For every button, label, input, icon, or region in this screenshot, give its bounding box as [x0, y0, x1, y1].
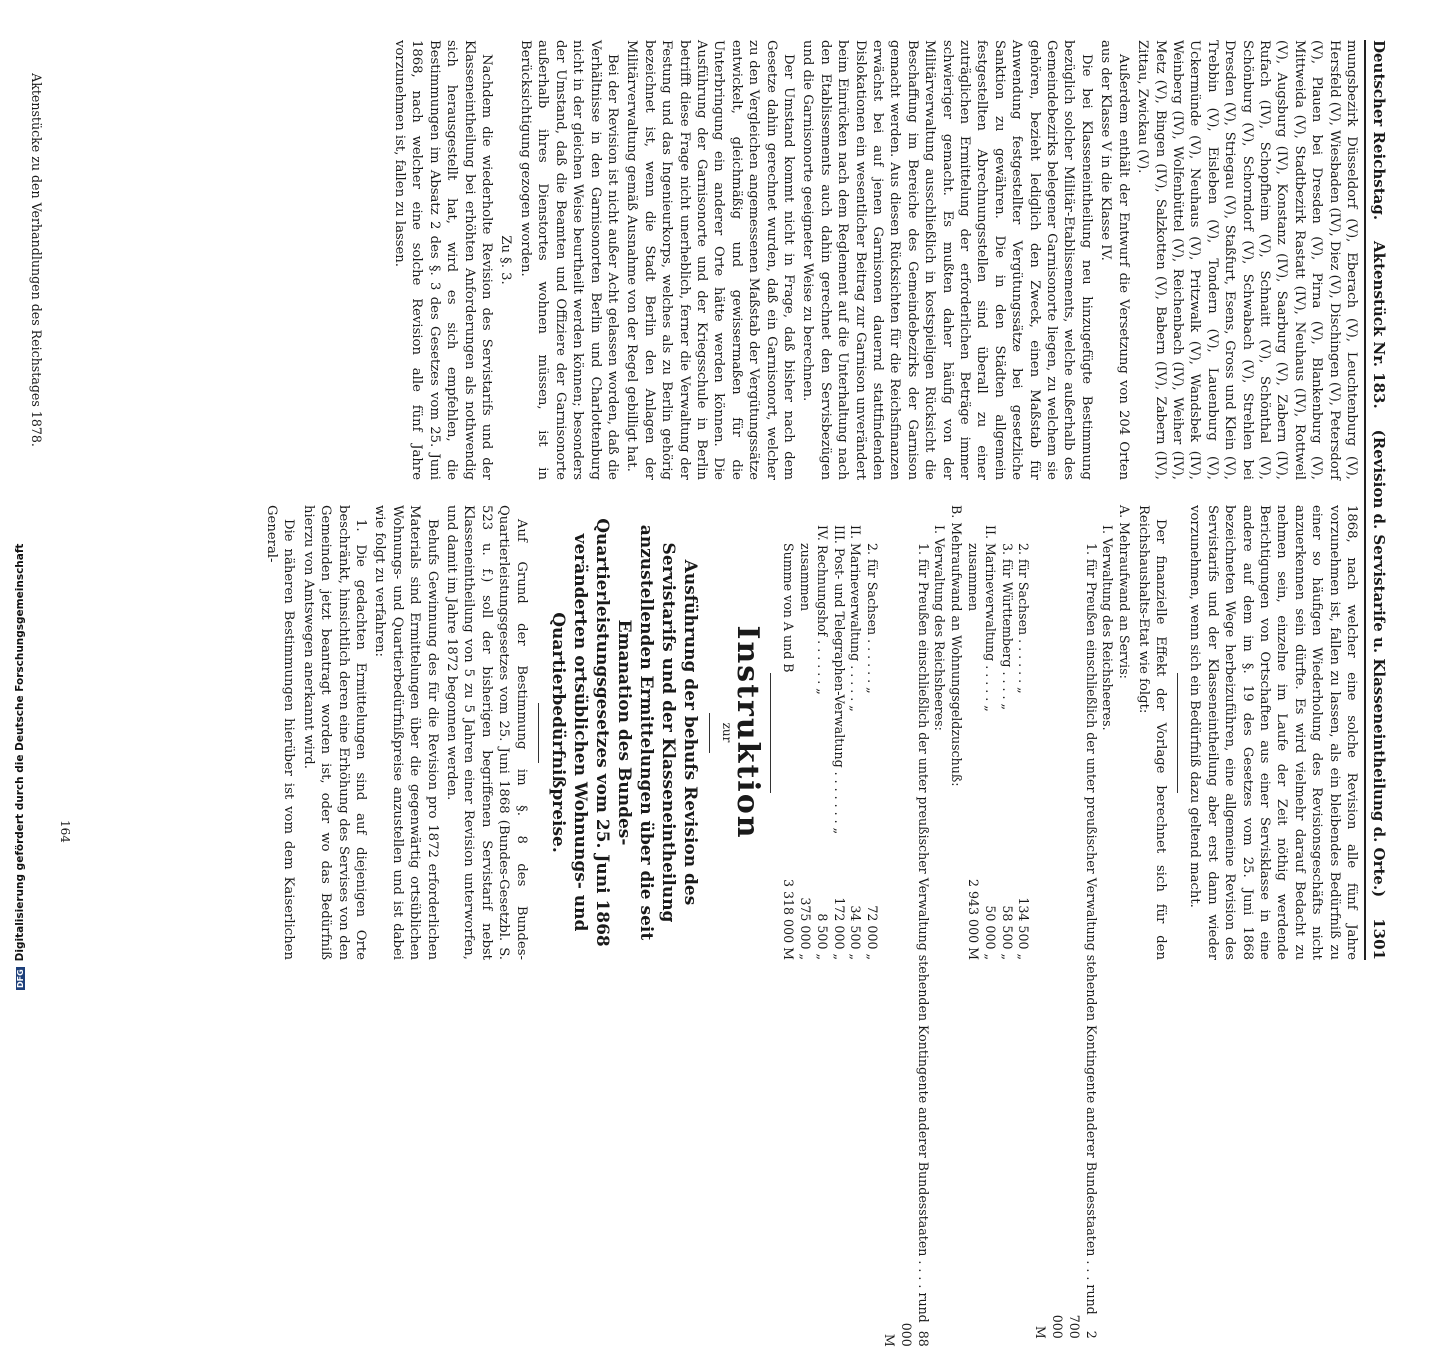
- paragraph: 1868, nach welcher eine solche Revision alle fünf Jahre vorzunehmen ist, fallen zu lassen, als ein bleibendes Bedürfniß zu einer so häufigen Wiederholung des Revisionsgeschäfts nicht anzuerkennen sein dürfte. Es wird vielmehr darauf Bedacht zu nehmen sein, einzelne im Laufe der Zeit nöthig werdende Berichtigungen von Ortschaften aus einer Servisklasse in eine andere auf dem im §. 19 des Gesetzes vom 25. Juni 1868 bezeichneten Wege herbeizuführen, eine allgemeine Revision des Servistarifs und der Klasseneintheilung aber erst dann wieder vorzunehmen, wenn sich ein Bedürfniß dazu geltend macht.: [1187, 505, 1359, 960]
- finance-row: [847, 505, 864, 960]
- finance-value: [947, 850, 964, 960]
- document-title: Instruktion: [730, 625, 766, 840]
- header-page-number: 1301: [1370, 918, 1388, 960]
- paragraph: Auf Grund der Bestimmung im §. 8 des Bundes-Quartierleistungsgesetzes vom 25. Juni 1868 (Bundes-Gesetzbl. S. 523 u. f.) soll der bisherigen begriffenen Servistarif nebst Klasseneintheilung von 5 zu 5 Jahren einer Revision unterworfen, und damit im Jahre 1872 begonnen werden.: [443, 505, 529, 960]
- header-right: (Revision d. Servistarife u. Klasseneintheilung d. Orte.): [1370, 429, 1388, 898]
- finance-row: [830, 505, 847, 960]
- separator: [1177, 673, 1178, 793]
- paragraph: Die näheren Bestimmungen hierüber ist vom dem Kaiserlichen General-: [263, 505, 297, 960]
- footer-note: Aktenstücke zu den Verhandlungen des Reichstages 1878.: [29, 73, 44, 447]
- paragraph: Die bei Klasseneintheilung neu hinzugefügte Bestimmung bezüglich solcher Militär-Etablissements, welche außerhalb des Gemeindebezirks belegener Garnisonorte liegen, zu welchem sie gehören, bezieht lediglich den Zweck, einen Maßstab für Anwendung festgestellter Vergütungssätze bei gesetzliche Sanktion zu gewähren. Die in den Städten allgemein festgestellten Abrechnungsstellen sind überall zu einer zuträglichen Ermittelung der erforderlichen Beträge immer schwieriger gemacht. Es mußten daher häufig von der Militärverwaltung ausschließlich in kostspieligen Rücksicht die Beschaffung im Bereiche des Gemeindebezirks der Garnison gemacht werden. Aus diesen Rücksichten für die Reichsfinanzen erwächst bei auf jenen Garnisonen dauernd stattfindenden Dislokationen ein wesentlicher Beitrag zur Garnison unverändert beim Einrücken nach dem Reglement auf die Unterhaltung nach den Etablissements auch dahin gerechnet den Servisbezügen und die Garnisonorte geeigneter Weise zu berechnen.: [800, 40, 1094, 480]
- finance-value: 72 000 „: [865, 905, 881, 960]
- finance-row: [1015, 505, 1032, 960]
- finance-value: 58 500 „: [999, 905, 1015, 960]
- finance-label: I. Verwaltung des Reichsheeres.: [1100, 525, 1116, 731]
- finance-intro: Der finanzielle Effekt der Vorlage berechnet sich für den Reichshaushalts-Etat wie folgt:: [1135, 505, 1168, 960]
- header-middle: Aktenstück Nr. 183.: [1370, 241, 1388, 409]
- finance-row: [998, 505, 1015, 960]
- document-subtitle: Ausführung der behufs Revision des Servistarifs und der Klasseneintheilung anzustellenden Ermittelungen über die seit Emanation des Bundes-Quartierleistungsgesetzes vom 25. Juni 1868 veränderten ortsüblichen Wohnungs- und Quartierbedürfnißpreise.: [547, 518, 700, 947]
- finance-value: 8 500 „: [814, 913, 830, 960]
- paragraph: Der Umstand kommt nicht in Frage, daß bisher nach dem Gesetze dahin gerechnet wurden, daß ein Garnisonort, welcher zu den Vergleichen angemessenen Maßstab der Vergütungssätze entwickelt, gleichmäßig und gewissermaßen für die Unterbringung ein anderer Orte hätte werden können. Die Ausführung der Garnisonorte und der Kriegsschule in Berlin betrifft diese Frage nicht unerheblich, ferner die Verwaltung der Festung und das Ingenieurkorps, welches als zu Berlin gehörig bezeichnet ist, wenn die Stadt Berlin den Anlagen der Militärverwaltung gemäß Ausnahme von der Regel gebilligt hat.: [624, 40, 796, 480]
- section-heading: Zu §. 3.: [498, 235, 514, 285]
- separator: [709, 713, 710, 753]
- finance-row: [863, 505, 880, 960]
- finance-label: 1. für Preußen einschließlich der unter preußischer Verwaltung stehenden Kontingente anderer Bundesstaaten . . . rund: [1083, 543, 1099, 1315]
- finance-value: 172 000 „: [831, 897, 847, 960]
- right-column: [260, 505, 1360, 1347]
- finance-value: 3 318 000 M: [781, 879, 797, 960]
- finance-label: A. Mehraufwand an Servis:: [1117, 505, 1133, 679]
- finance-row: [1115, 505, 1132, 960]
- left-column: [389, 40, 1360, 480]
- finance-label: 2. für Sachsen . . . . . . „: [865, 543, 881, 694]
- finance-value: 2 700 000 M: [1033, 1314, 1099, 1339]
- finance-row: [880, 505, 931, 1347]
- finance-label: B. Mehraufwand an Wohnungsgeldzuschuß:: [949, 505, 965, 787]
- finance-table: [779, 505, 1133, 1347]
- page-header: [1364, 40, 1396, 960]
- page-number: 164: [58, 820, 72, 843]
- separator: [538, 703, 539, 763]
- finance-row: [964, 505, 981, 960]
- rotated-document: [18, 0, 1432, 1347]
- finance-label: zusammen: [965, 543, 981, 612]
- finance-row: [813, 505, 830, 960]
- separator: [770, 673, 771, 793]
- finance-row: [931, 505, 948, 960]
- finance-label: zusammen: [797, 543, 813, 612]
- finance-value: 50 000 „: [982, 905, 998, 960]
- finance-label: 1. für Preußen einschließlich der unter preußischer Verwaltung stehenden Kontingente anderer Bundesstaaten . . . . rund: [915, 543, 931, 1323]
- paragraph: mungsbezirk Düsseldorf (V), Eberach (V), Leuchtenburg (V), Hersfeld (V), Wiesbaden (IV), Diez (V), Dischingen (V), Petersdorf (V), Plauen bei Dresden (V), Pirna (V), Blankenburg (V), Mittweida (V), Stadtbezirk Rastatt (IV), Neuhaus (IV), Rottweil (V), Augsburg (IV), Konstanz (IV), Saarburg (V), Zabern (IV), Rufach (IV), Schopfheim (V), Schnaitt (V), Schönthal (V), Schönburg (V), Schorndorf (V), Schwabach (V), Strehlen bei Dresden (V), Striegau (V), Staßfurt, Esens, Gross und Klein (V), Trebbin (V), Eisleben (V), Tondern (V), Lauenburg (V), Uckermünde (V), Neuhaus (V), Pritzwalk (V), Wandsbek (IV), Weinberg (IV), Wolfenbüttel (V), Reichenbach (IV), Weiher (IV), Metz (V), Bingen (IV), Salzkotten (V), Babern (IV), Zabern (IV), Zittau, Zwickau (V).: [1135, 40, 1359, 480]
- title-connector: zur: [719, 722, 734, 743]
- finance-row: [947, 505, 964, 960]
- finance-label: 2. für Sachsen . . . . . . „: [1016, 543, 1032, 694]
- finance-row: [779, 505, 796, 960]
- finance-label: III. Post- und Telegraphen-Verwaltung . . . . . . . „: [831, 525, 847, 835]
- finance-value: 2 943 000 M: [965, 879, 981, 960]
- finance-value: 134 500 „: [1016, 897, 1032, 960]
- paragraph: 1. Die gedachten Ermittelungen sind auf diejenigen Orte beschränkt, hinsichtlich deren eine Erhöhung des Servises von den Gemeinden jetzt beantragt worden ist, oder wo das Bedürfniß hierzu von Amtswegen anerkannt wird.: [300, 505, 368, 960]
- paragraph: Außerdem enthält der Entwurf die Versetzung von 204 Orten aus der Klasse V in die Klasse IV.: [1098, 40, 1131, 480]
- paragraph: Bei der Revision ist nicht außer Acht gelassen worden, daß die Verhältnisse in den Garnisonorten Berlin und Charlottenburg nicht in der gleichen Weise beurtheilt werden können; besonders der Umstand, daß die Beamten und Offiziere der Garnisonorte außerhalb ihres Dienstortes wohnen müssen, ist in Berücksichtigung gezogen worden.: [517, 40, 620, 480]
- finance-label: 3. für Württemberg . . . . „: [999, 543, 1015, 711]
- finance-row: [1099, 505, 1116, 960]
- finance-value: [1115, 850, 1132, 960]
- finance-label: II. Marineverwaltung . . . . . „: [848, 525, 864, 712]
- finance-value: 88 000 M: [881, 1322, 931, 1347]
- digitization-sidebar: [0, 0, 26, 1000]
- finance-row: [796, 505, 813, 960]
- finance-row: [981, 505, 998, 960]
- finance-label: IV. Rechnungshof . . . . . . „: [814, 525, 830, 695]
- sidebar-text: Digitalisierung gefördert durch die Deutsche Forschungsgemeinschaft: [14, 543, 26, 962]
- finance-label: Summe von A und B: [781, 543, 797, 673]
- finance-label: II. Marineverwaltung . . . . . „: [982, 525, 998, 712]
- sidebar-credit: [14, 544, 26, 990]
- finance-label: I. Verwaltung des Reichsheeres:: [932, 525, 948, 731]
- header-left: Deutscher Reichstag.: [1370, 40, 1388, 221]
- finance-row: [1031, 505, 1099, 1339]
- finance-value: 375 000 „: [797, 897, 813, 960]
- dfg-logo-icon: DFG: [16, 969, 25, 988]
- finance-value: [1099, 850, 1116, 960]
- paragraph: Nachdem die wiederholte Revision des Servistarifs und der Klasseneintheilung bei erhöhten Anforderungen als nothwendig sich herausgestellt hat, wird es sich empfehlen, die Bestimmungen im Absatz 2 des §. 3 des Gesetzes vom 25. Juni 1868, nach welcher eine solche Revision alle fünf Jahre vorzunehmen ist, fallen zu lassen.: [392, 40, 495, 480]
- finance-value: [931, 850, 948, 960]
- finance-value: 34 500 „: [848, 905, 864, 960]
- paragraph: Behufs Gewinnung des für die Revision pro 1872 erforderlichen Materials sind Ermittelungen über die gegenwärtig ortsüblichen Wohnungs- und Quartierbedürfnißpreise anzustellen und ist dabei wie folgt zu verfahren:: [372, 505, 440, 960]
